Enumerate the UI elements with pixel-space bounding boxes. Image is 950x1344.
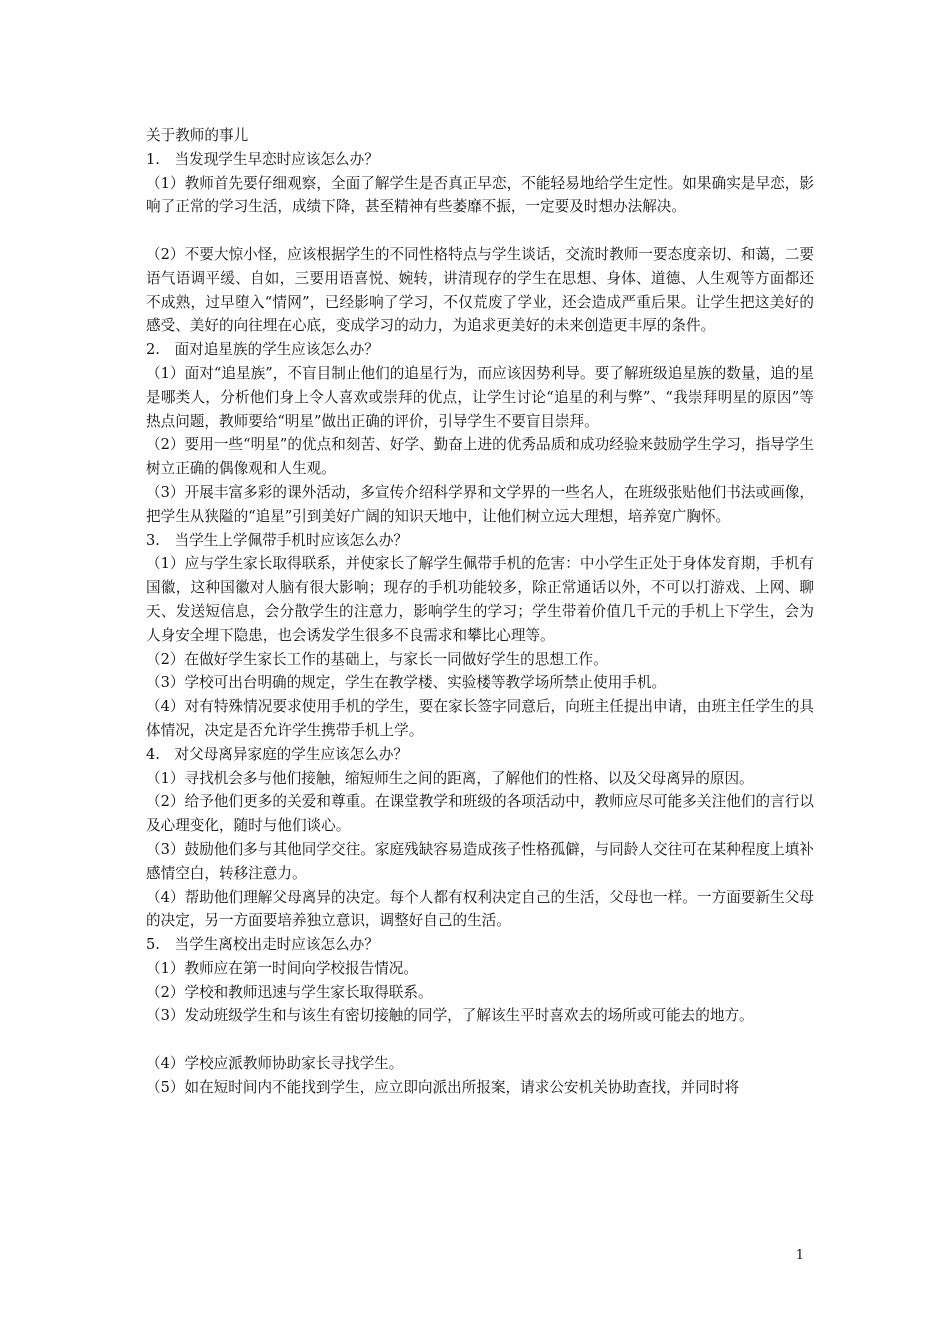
line-24: （4）学校应派教师协助家长寻找学生。: [146, 1055, 404, 1073]
line-10: （1）应与学生家长取得联系，并使家长了解学生佩带手机的危害：中小学生正处于身体发育期，手机有国徽，这种国徽对人脑有很大影响；现存的手机功能较多，除正常通话以外，不可以打游戏、上网、聊天、发送短信息，会分散学生的注意力，影响学生的学习；学生带着价值几千元的手机上下学生，会为人身安全埋下隐患，也会诱发学生很多不良需求和攀比心理等。: [146, 555, 814, 644]
line-1: 1. 当发现学生早恋时应该怎么办？: [146, 150, 379, 168]
blank-line: [146, 1028, 814, 1052]
line-20: （1）教师应在第一时间向学校报告情况。: [146, 959, 418, 977]
line-12: （3）学校可出台明确的规定，学生在教学楼、实验楼等教学场所禁止使用手机。: [146, 674, 667, 692]
line-8: （3）开展丰富多彩的课外活动，多宣传介绍科学界和文学界的一些名人，在班级张贴他们书法或画像，把学生从狭隘的“追星”引到美好广阔的知识天地中，让他们树立远大理想，培养宽广胸怀。: [146, 483, 814, 525]
line-16: （2）给予他们更多的关爱和尊重。在课堂教学和班级的各项活动中，教师应尽可能多关注他们的言行以及心理变化，随时与他们谈心。: [146, 793, 814, 835]
document-title: 关于教师的事儿: [146, 127, 249, 144]
line-9: 3. 当学生上学佩带手机时应该怎么办？: [146, 531, 409, 549]
line-14: 4. 对父母离异家庭的学生应该怎么办？: [146, 745, 409, 763]
line-25: （5）如在短时间内不能找到学生，应立即向派出所报案，请求公安机关协助查找，并同时将: [146, 1078, 740, 1096]
line-22: （3）发动班级学生和与该生有密切接触的同学，了解该生平时喜欢去的场所或可能去的地方。: [146, 1007, 754, 1025]
line-7: （2）要用一些“明星”的优点和刻苦、好学、勤奋上进的优秀品质和成功经验来鼓励学生学习，指导学生树立正确的偶像观和人生观。: [146, 436, 814, 478]
line-6: （1）面对“追星族”，不盲目制止他们的追星行为，而应该因势利导。要了解班级追星族的数量，追的星是哪类人，分析他们身上令人喜欢或崇拜的优点，让学生讨论“追星的利与弊”、“我崇拜明星的原因”等热点问题，教师要给“明星”做出正确的评价，引导学生不要盲目崇拜。: [146, 364, 814, 430]
line-21: （2）学校和教师迅速与学生家长取得联系。: [146, 983, 433, 1001]
line-15: （1）寻找机会多与他们接触，缩短师生之间的距离，了解他们的性格、以及父母离异的原因。: [146, 769, 754, 787]
line-11: （2）在做好学生家长工作的基础上，与家长一同做好学生的思想工作。: [146, 650, 608, 668]
line-13: （4）对有特殊情况要求使用手机的学生，要在家长签字同意后，向班主任提出申请，由班主任学生的具体情况，决定是否允许学生携带手机上学。: [146, 698, 814, 739]
document-body: [146, 124, 814, 1100]
page-number: 1: [795, 1248, 804, 1263]
line-4: （2）不要大惊小怪，应该根据学生的不同性格特点与学生谈话，交流时教师一要态度亲切、和蔼，二要语气语调平缓、自如，三要用语喜悦、婉转，讲清现存的学生在思想、身体、道德、人生观等方面都还不成熟，过早堕入“情网”，已经影响了学习，不仅荒废了学业，还会造成严重后果。让学生把这美好的感受、美好的向往埋在心底，变成学习的动力，为追求更美好的未来创造更丰厚的条件。: [146, 245, 814, 335]
line-17: （3）鼓励他们多与其他同学交往。家庭残缺容易造成孩子性格孤僻，与同龄人交往可在某种程度上填补感情空白，转移注意力。: [146, 840, 814, 882]
line-2: （1）教师首先要仔细观察，全面了解学生是否真正早恋，不能轻易地给学生定性。如果确实是早恋，影响了正常的学习生活，成绩下降，甚至精神有些萎靡不振，一定要及时想办法解决。: [146, 174, 814, 216]
blank-line: [146, 219, 814, 243]
line-5: 2. 面对追星族的学生应该怎么办？: [146, 341, 379, 359]
line-18: （4）帮助他们理解父母离异的决定。每个人都有权利决定自己的生活，父母也一样。一方面要新生父母的决定，另一方面要培养独立意识，调整好自己的生活。: [146, 888, 814, 930]
line-19: 5. 当学生离校出走时应该怎么办？: [146, 936, 379, 954]
